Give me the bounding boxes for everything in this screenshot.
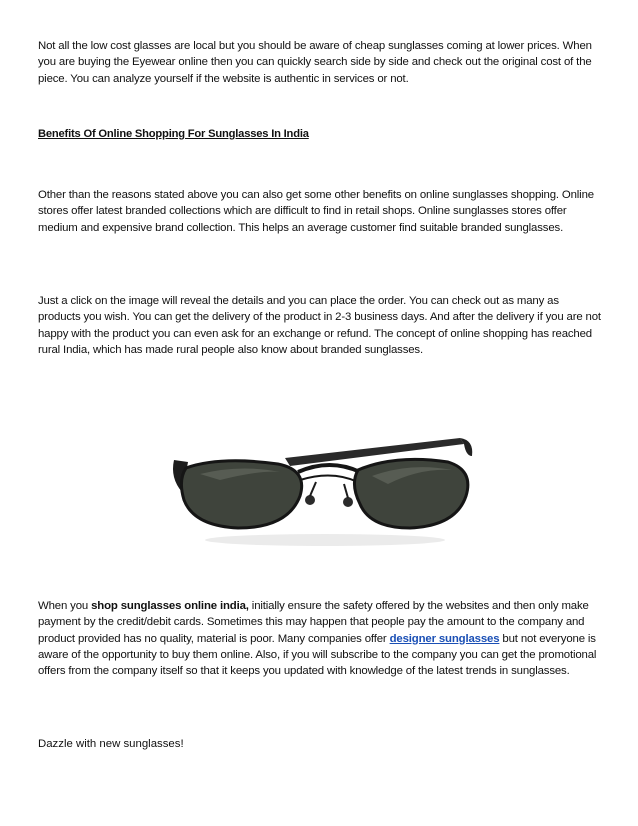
p4-text-a: When you [38, 600, 92, 612]
paragraph-intro: Not all the low cost glasses are local but you should be aware of cheap sunglasses coming at lower prices. When you are buying the Eyewear online then you can quickly search side by side and check out the original cost of the piece. You can analyze yourself if the website is authentic in services or not. [38, 40, 592, 85]
paragraph-shop-online [38, 598, 604, 679]
p4-text-c: but not everyone is aware of the opportunity to buy them online. Also, if you will subscribe to the company you can get the promotional offers from the company itself so that it keeps you updated with knowledge of the latest trends in sunglasses. [38, 632, 597, 678]
nose-pad-right [343, 497, 353, 507]
paragraph-closing: Dazzle with new sunglasses! [38, 738, 184, 750]
paragraph-benefits: Other than the reasons stated above you can also get some other benefits on online sunglasses shopping. Online stores offer latest branded collections which are difficult to find in retail shops. Online sunglasses stores offer medium and expensive brand collection. This helps an average customer find suitable branded sunglasses. [38, 189, 594, 234]
pad-arm-right [344, 484, 348, 498]
designer-sunglasses-link[interactable]: designer sunglasses [389, 632, 500, 645]
bridge-lower [300, 475, 358, 482]
pad-arm-left [310, 482, 316, 496]
image-shadow [205, 534, 445, 546]
p4-text-b: initially ensure the safety offered by the websites and then only make payment by the credit/debit cards. Sometimes this may happen that people pay the amount to the company and product provided has no quality, material is poor. Many companies offer [38, 600, 589, 645]
bridge [298, 465, 360, 472]
nose-pad-left [305, 495, 315, 505]
sunglasses-image[interactable] [160, 400, 480, 550]
paragraph-click-image: Just a click on the image will reveal the details and you can place the order. You can check out as many as products you wish. You can get the delivery of the product in 2-3 business days. And after the delivery if you are not happy with the product you can even ask for an exchange or refund. The concept of online shopping has reached rural India, which has made rural people also know about branded sunglasses. [38, 295, 601, 356]
section-heading: Benefits Of Online Shopping For Sunglasses In India [38, 128, 309, 140]
temple-tip-back [460, 438, 472, 456]
p4-bold-keyword: shop sunglasses online india, [91, 600, 249, 612]
